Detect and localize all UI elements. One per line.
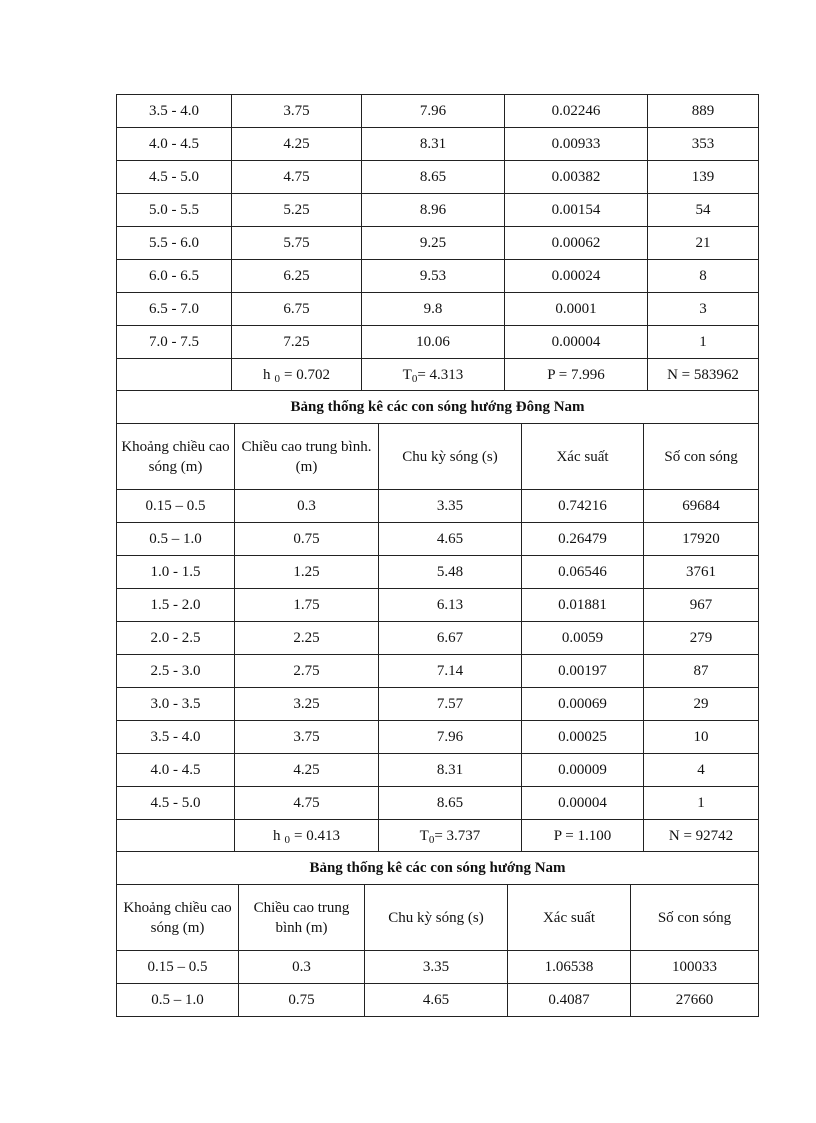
table-row — [117, 556, 759, 589]
header-wave-count: Số con sóng — [631, 885, 759, 951]
cell-wave-count: 889 — [648, 95, 759, 128]
cell-wave-count: 4 — [644, 754, 759, 787]
summary-row — [117, 820, 759, 852]
cell-height-range: 4.5 - 5.0 — [117, 161, 232, 194]
table-row — [117, 161, 759, 194]
cell-probability: 0.0059 — [522, 622, 644, 655]
cell-wave-count: 10 — [644, 721, 759, 754]
summary-probability: P = 7.996 — [505, 359, 648, 391]
cell-period: 7.14 — [379, 655, 522, 688]
cell-period: 7.96 — [362, 95, 505, 128]
cell-probability: 0.00069 — [522, 688, 644, 721]
cell-period: 6.13 — [379, 589, 522, 622]
table-title-row — [117, 852, 759, 885]
table-row — [117, 95, 759, 128]
table-row — [117, 227, 759, 260]
cell-wave-count: 279 — [644, 622, 759, 655]
cell-mean-height: 1.25 — [235, 556, 379, 589]
table-row — [117, 655, 759, 688]
cell-period: 8.96 — [362, 194, 505, 227]
cell-probability: 0.00009 — [522, 754, 644, 787]
cell-mean-height: 6.75 — [232, 293, 362, 326]
cell-probability: 0.26479 — [522, 523, 644, 556]
cell-mean-height: 3.25 — [235, 688, 379, 721]
cell-height-range: 4.0 - 4.5 — [117, 128, 232, 161]
cell-height-range: 5.0 - 5.5 — [117, 194, 232, 227]
header-period: Chu kỳ sóng (s) — [365, 885, 508, 951]
header-mean-height: Chiều cao trung bình (m) — [239, 885, 365, 951]
cell-probability: 0.00025 — [522, 721, 644, 754]
cell-mean-height: 1.75 — [235, 589, 379, 622]
cell-height-range: 4.5 - 5.0 — [117, 787, 235, 820]
table-row — [117, 194, 759, 227]
wave-table-southeast — [116, 390, 759, 852]
header-probability: Xác suất — [508, 885, 631, 951]
table-row — [117, 490, 759, 523]
header-probability: Xác suất — [522, 424, 644, 490]
cell-period: 7.57 — [379, 688, 522, 721]
table-row — [117, 326, 759, 359]
header-height-range: Khoảng chiều cao sóng (m) — [117, 885, 239, 951]
cell-probability: 0.74216 — [522, 490, 644, 523]
cell-probability: 0.4087 — [508, 984, 631, 1017]
cell-probability: 0.0001 — [505, 293, 648, 326]
header-mean-height: Chiều cao trung bình. (m) — [235, 424, 379, 490]
cell-wave-count: 21 — [648, 227, 759, 260]
cell-probability: 0.06546 — [522, 556, 644, 589]
cell-height-range: 6.5 - 7.0 — [117, 293, 232, 326]
table-row — [117, 721, 759, 754]
summary-mean-height: h $_0$ = 0.413 — [235, 820, 379, 852]
cell-height-range: 2.0 - 2.5 — [117, 622, 235, 655]
cell-height-range: 4.0 - 4.5 — [117, 754, 235, 787]
header-height-range: Khoảng chiều cao sóng (m) — [117, 424, 235, 490]
header-row — [117, 885, 759, 951]
cell-probability: 0.00062 — [505, 227, 648, 260]
cell-period: 6.67 — [379, 622, 522, 655]
cell-wave-count: 353 — [648, 128, 759, 161]
cell-mean-height: 3.75 — [232, 95, 362, 128]
wave-table-continued-body — [117, 95, 759, 359]
cell-mean-height: 4.25 — [232, 128, 362, 161]
table-row — [117, 688, 759, 721]
cell-period: 9.8 — [362, 293, 505, 326]
cell-height-range: 0.15 – 0.5 — [117, 951, 239, 984]
cell-probability: 0.01881 — [522, 589, 644, 622]
cell-wave-count: 27660 — [631, 984, 759, 1017]
table-row — [117, 589, 759, 622]
table-row — [117, 984, 759, 1017]
cell-mean-height: 4.75 — [232, 161, 362, 194]
summary-probability: P = 1.100 — [522, 820, 644, 852]
cell-mean-height: 4.75 — [235, 787, 379, 820]
cell-mean-height: 2.25 — [235, 622, 379, 655]
cell-mean-height: 0.3 — [235, 490, 379, 523]
cell-mean-height: 5.25 — [232, 194, 362, 227]
wave-table-southeast-body — [117, 490, 759, 820]
cell-mean-height: 6.25 — [232, 260, 362, 293]
wave-table-continued — [116, 94, 759, 391]
cell-period: 3.35 — [379, 490, 522, 523]
summary-mean-period: $T_0= 3.737$ — [379, 820, 522, 852]
summary-empty-cell — [117, 359, 232, 391]
cell-wave-count: 69684 — [644, 490, 759, 523]
table-row — [117, 293, 759, 326]
cell-wave-count: 3761 — [644, 556, 759, 589]
cell-period: 7.96 — [379, 721, 522, 754]
cell-probability: 0.00382 — [505, 161, 648, 194]
cell-period: 9.25 — [362, 227, 505, 260]
table-row — [117, 523, 759, 556]
cell-height-range: 1.5 - 2.0 — [117, 589, 235, 622]
header-wave-count: Số con sóng — [644, 424, 759, 490]
cell-height-range: 5.5 - 6.0 — [117, 227, 232, 260]
cell-period: 9.53 — [362, 260, 505, 293]
summary-row — [117, 359, 759, 391]
wave-table-south — [116, 851, 759, 1017]
cell-probability: 1.06538 — [508, 951, 631, 984]
cell-period: 10.06 — [362, 326, 505, 359]
summary-wave-count: N = 92742 — [644, 820, 759, 852]
cell-period: 4.65 — [379, 523, 522, 556]
cell-wave-count: 87 — [644, 655, 759, 688]
cell-height-range: 7.0 - 7.5 — [117, 326, 232, 359]
cell-wave-count: 100033 — [631, 951, 759, 984]
cell-wave-count: 967 — [644, 589, 759, 622]
summary-mean-height: h $_0$ = 0.702 — [232, 359, 362, 391]
cell-mean-height: 7.25 — [232, 326, 362, 359]
cell-period: 5.48 — [379, 556, 522, 589]
cell-probability: 0.00004 — [505, 326, 648, 359]
header-period: Chu kỳ sóng (s) — [379, 424, 522, 490]
cell-mean-height: 5.75 — [232, 227, 362, 260]
cell-mean-height: 0.3 — [239, 951, 365, 984]
cell-probability: 0.00154 — [505, 194, 648, 227]
cell-height-range: 3.0 - 3.5 — [117, 688, 235, 721]
cell-wave-count: 139 — [648, 161, 759, 194]
cell-wave-count: 29 — [644, 688, 759, 721]
cell-period: 4.65 — [365, 984, 508, 1017]
cell-mean-height: 0.75 — [239, 984, 365, 1017]
cell-mean-height: 2.75 — [235, 655, 379, 688]
cell-wave-count: 54 — [648, 194, 759, 227]
summary-empty-cell — [117, 820, 235, 852]
table-row — [117, 128, 759, 161]
cell-height-range: 0.5 – 1.0 — [117, 523, 235, 556]
header-row — [117, 424, 759, 490]
cell-period: 8.31 — [379, 754, 522, 787]
table-row — [117, 787, 759, 820]
summary-mean-period: $T_0= 4.313$ — [362, 359, 505, 391]
cell-period: 8.65 — [379, 787, 522, 820]
table-title: Bảng thống kê các con sóng hướng Nam — [117, 852, 759, 885]
cell-height-range: 1.0 - 1.5 — [117, 556, 235, 589]
table-row — [117, 260, 759, 293]
cell-mean-height: 4.25 — [235, 754, 379, 787]
cell-probability: 0.00024 — [505, 260, 648, 293]
cell-wave-count: 3 — [648, 293, 759, 326]
cell-wave-count: 8 — [648, 260, 759, 293]
table-row — [117, 754, 759, 787]
cell-wave-count: 1 — [648, 326, 759, 359]
wave-table-south-body — [117, 951, 759, 1017]
table-title-row — [117, 391, 759, 424]
cell-mean-height: 0.75 — [235, 523, 379, 556]
table-row — [117, 622, 759, 655]
cell-probability: 0.00004 — [522, 787, 644, 820]
cell-height-range: 0.15 – 0.5 — [117, 490, 235, 523]
cell-height-range: 3.5 - 4.0 — [117, 95, 232, 128]
cell-probability: 0.00933 — [505, 128, 648, 161]
table-title: Bảng thống kê các con sóng hướng Đông Nam — [117, 391, 759, 424]
cell-height-range: 3.5 - 4.0 — [117, 721, 235, 754]
table-row — [117, 951, 759, 984]
cell-wave-count: 1 — [644, 787, 759, 820]
cell-period: 8.31 — [362, 128, 505, 161]
cell-height-range: 2.5 - 3.0 — [117, 655, 235, 688]
cell-period: 3.35 — [365, 951, 508, 984]
cell-probability: 0.00197 — [522, 655, 644, 688]
summary-wave-count: N = 583962 — [648, 359, 759, 391]
cell-height-range: 6.0 - 6.5 — [117, 260, 232, 293]
cell-probability: 0.02246 — [505, 95, 648, 128]
cell-mean-height: 3.75 — [235, 721, 379, 754]
document-body — [116, 94, 758, 1017]
cell-wave-count: 17920 — [644, 523, 759, 556]
cell-period: 8.65 — [362, 161, 505, 194]
cell-height-range: 0.5 – 1.0 — [117, 984, 239, 1017]
